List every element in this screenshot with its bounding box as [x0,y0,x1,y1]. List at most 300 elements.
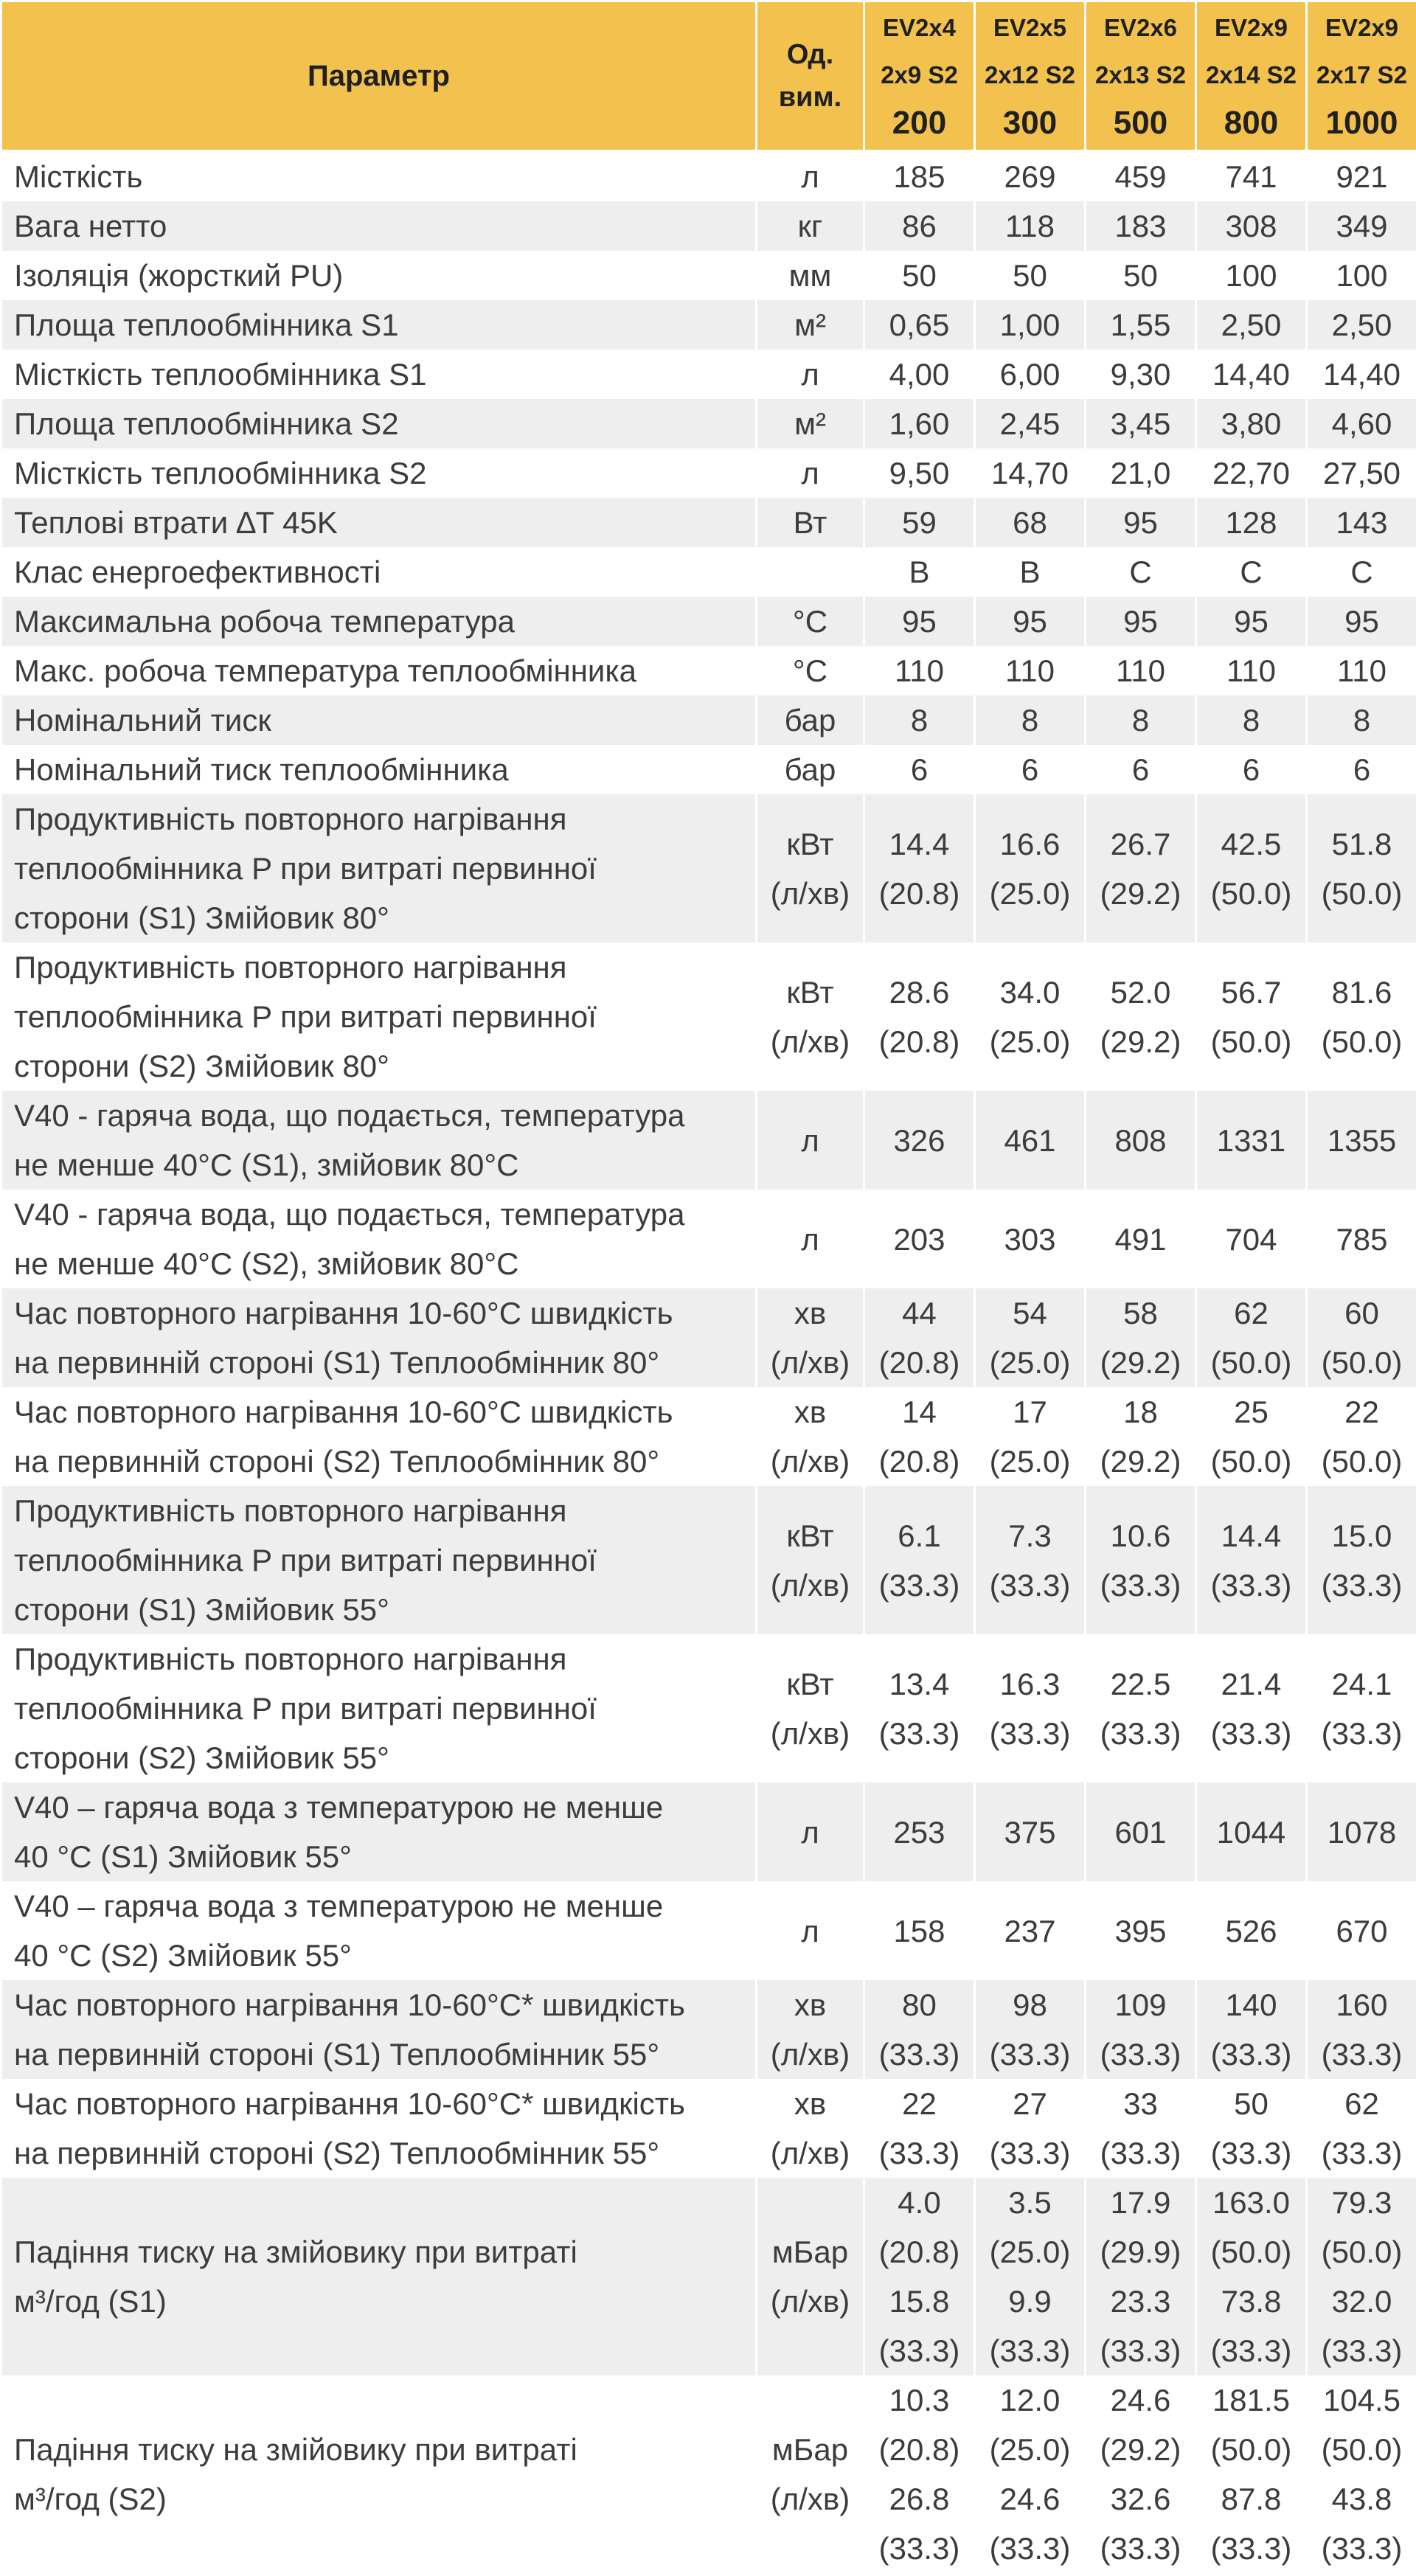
value-cell [1307,1881,1416,1980]
param-cell-line: Площа теплообмінника S2 [14,406,399,441]
value-cell-line: 14,70 [990,456,1069,490]
value-cell-line: 1,00 [999,308,1061,342]
param-cell-line: Продуктивність повторного нагрівання [14,1493,567,1528]
param-cell-line: теплообмінника P при витраті первинної [14,1691,597,1726]
value-cell-line: 68 [1013,505,1047,540]
value-cell [1196,151,1307,202]
unit-cell-line: кВт [786,974,834,1010]
value-cell [1196,695,1307,745]
value-cell [864,498,975,547]
model-coil: 2x13 S2 [1095,61,1186,88]
value-cell [1196,745,1307,794]
model-volume: 300 [1002,105,1058,141]
value-cell-line: 349 [1336,209,1388,243]
param-cell-line: Теплові втрати ∆T 45K [14,505,338,540]
header-model-4 [1196,1,1307,151]
table-row [1,547,1416,597]
value-cell-line: 8 [1242,703,1260,737]
value-cell [864,2375,975,2573]
table-row [1,1190,1416,1288]
value-cell [864,201,975,251]
value-cell [1307,251,1416,300]
value-cell-line: 6,00 [999,357,1061,392]
header-row [1,1,1416,151]
value-cell [864,1288,975,1387]
value-cell-line: (50.0) [1210,1345,1292,1380]
unit-cell [757,151,864,202]
value-cell [864,942,975,1091]
value-cell [1196,448,1307,498]
value-cell [1196,794,1307,942]
value-cell-line: 58 [1123,1296,1158,1330]
value-cell-line: (33.3) [989,2333,1071,2368]
value-cell [1307,1634,1416,1782]
table-row [1,1387,1416,1486]
value-cell [1086,350,1196,399]
value-cell [1307,547,1416,597]
value-cell-line: 459 [1114,159,1167,194]
value-cell-line: 95 [1123,604,1158,639]
unit-cell-line: м² [794,308,826,342]
value-cell [975,399,1086,448]
value-cell [975,695,1086,745]
value-cell [1307,151,1416,202]
param-cell [1,646,757,695]
param-cell [1,1288,757,1387]
value-cell [1196,399,1307,448]
value-cell-line: (33.3) [989,1715,1071,1751]
value-cell [1196,942,1307,1091]
value-cell [975,597,1086,646]
value-cell-line: 1,55 [1110,308,1171,342]
param-cell-line: теплообмінника P при витраті первинної [14,999,597,1034]
value-cell-line: 21,0 [1110,456,1171,490]
table-row [1,597,1416,646]
value-cell-line: 10.6 [1110,1518,1171,1553]
value-cell-line: (33.3) [989,2136,1071,2170]
value-cell-line: 13.4 [889,1666,950,1701]
param-cell-line: сторони (S1) Змійовик 55° [14,1592,389,1627]
value-cell [1086,251,1196,300]
value-cell-line: 95 [1013,604,1047,639]
value-cell-line: 110 [895,653,944,688]
unit-cell-line: л [801,1814,819,1850]
value-cell-line: 601 [1114,1814,1167,1850]
value-cell [975,350,1086,399]
model-volume: 1000 [1325,105,1398,141]
value-cell [1086,745,1196,794]
unit-cell-line: (л/хв) [770,1444,850,1479]
value-cell [1307,448,1416,498]
param-cell-line: Максимальна робоча температура [14,604,515,639]
param-cell-line: теплообмінника P при витраті первинної [14,851,597,886]
unit-cell-line: (л/хв) [770,1715,850,1751]
param-cell-line: V40 – гаряча вода з температурою не менше [14,1790,664,1825]
param-cell-line: Час повторного нагрівання 10-60°C швидкість [14,1296,673,1330]
value-cell [1307,300,1416,350]
value-cell-line: C [1350,555,1373,589]
value-cell-line: (50.0) [1210,1024,1292,1059]
table-row [1,300,1416,350]
model-coil: 2x14 S2 [1206,61,1297,88]
value-cell [1196,201,1307,251]
value-cell [1086,300,1196,350]
value-cell-line: (50.0) [1321,875,1403,911]
param-cell [1,1782,757,1881]
value-cell-line: 23.3 [1110,2284,1171,2319]
unit-cell [757,597,864,646]
value-cell-line: (50.0) [1210,1444,1292,1479]
value-cell-line: (29.2) [1100,1024,1181,1059]
unit-cell [757,1091,864,1190]
value-cell [975,1288,1086,1387]
value-cell-line: (50.0) [1210,875,1292,911]
unit-cell-line: хв [794,1395,827,1429]
table-row [1,448,1416,498]
param-cell-line: м³/год (S2) [14,2482,167,2516]
value-cell-line: 80 [902,1987,937,2022]
unit-cell-line: хв [794,1296,827,1330]
header-model-1 [864,1,975,151]
value-cell [975,251,1086,300]
param-cell [1,350,757,399]
value-cell [1196,1782,1307,1881]
value-cell-line: 8 [1021,703,1039,737]
value-cell-line: 3,45 [1110,406,1171,441]
table-row [1,399,1416,448]
value-cell-line: 6 [1131,752,1150,787]
value-cell [1086,151,1196,202]
value-cell-line: (33.3) [1321,2136,1403,2170]
value-cell-line: 22.5 [1110,1666,1171,1701]
value-cell-line: 1,60 [889,406,950,441]
value-cell-line: 203 [893,1221,945,1257]
value-cell-line: (33.3) [1321,2531,1403,2566]
value-cell-line: 183 [1114,209,1167,243]
param-cell [1,1190,757,1288]
param-cell-line: 40 °C (S2) Змійовик 55° [14,1938,352,1973]
value-cell-line: 526 [1225,1913,1277,1948]
value-cell-line: 4,00 [889,357,950,392]
value-cell-line: 269 [1004,159,1056,194]
value-cell [975,2079,1086,2178]
param-cell [1,1091,757,1190]
value-cell [1196,1288,1307,1387]
param-cell-line: сторони (S2) Змійовик 80° [14,1049,389,1083]
value-cell [1196,1881,1307,1980]
param-cell-line: на первинній стороні (S1) Теплообмінник 55° [14,2037,660,2072]
value-cell-line: 28.6 [889,974,950,1010]
param-cell-line: на первинній стороні (S2) Теплообмінник 80° [14,1444,660,1479]
value-cell-line: 4.0 [898,2185,941,2220]
value-cell-line: 16.3 [999,1666,1061,1701]
value-cell [1196,350,1307,399]
param-cell [1,695,757,745]
value-cell [1307,695,1416,745]
value-cell [864,2178,975,2375]
value-cell-line: 43.8 [1331,2482,1392,2516]
value-cell-line: 181.5 [1212,2383,1291,2417]
value-cell-line: 100 [1336,258,1388,293]
value-cell-line: B [1019,555,1041,589]
unit-cell [757,1387,864,1486]
table-row [1,498,1416,547]
value-cell [975,1190,1086,1288]
value-cell [1196,2178,1307,2375]
value-cell-line: 16.6 [999,826,1061,861]
value-cell [1086,1486,1196,1634]
value-cell [975,1634,1086,1782]
param-cell [1,448,757,498]
value-cell [1307,498,1416,547]
value-cell [975,745,1086,794]
value-cell [1307,399,1416,448]
value-cell-line: 670 [1336,1913,1388,1948]
param-cell-line: Продуктивність повторного нагрівання [14,802,567,836]
table-body [1,151,1416,2574]
value-cell [864,300,975,350]
unit-cell [757,547,864,597]
value-cell-line: 395 [1114,1913,1167,1948]
value-cell-line: (50.0) [1321,1345,1403,1380]
unit-cell-line: бар [784,752,836,787]
value-cell [975,201,1086,251]
value-cell-line: 98 [1013,1987,1047,2022]
table-row [1,251,1416,300]
param-cell-line: Площа теплообмінника S1 [14,308,399,342]
value-cell [1196,251,1307,300]
unit-cell-line: л [801,159,819,194]
value-cell-line: 1044 [1216,1814,1286,1850]
value-cell-line: 22 [902,2086,937,2121]
table-row [1,745,1416,794]
param-cell [1,1486,757,1634]
header-parameter: Параметр [1,1,757,151]
param-cell [1,201,757,251]
param-cell-line: на первинній стороні (S1) Теплообмінник 80° [14,1345,660,1380]
table-row [1,1980,1416,2079]
value-cell-line: 21.4 [1221,1666,1282,1701]
value-cell [1307,1091,1416,1190]
value-cell [864,646,975,695]
unit-cell [757,1980,864,2079]
value-cell-line: 110 [1116,653,1165,688]
param-cell-line: теплообмінника P при витраті первинної [14,1543,597,1577]
value-cell [975,942,1086,1091]
param-cell [1,2079,757,2178]
value-cell [1196,2375,1307,2573]
unit-cell-line: (л/хв) [770,1567,850,1603]
value-cell-line: 6 [1353,752,1371,787]
header-model-3 [1086,1,1196,151]
value-cell-line: 6 [1021,752,1039,787]
value-cell-line: 17.9 [1110,2185,1171,2220]
value-cell-line: 95 [1123,505,1158,540]
value-cell-line: 8 [1131,703,1150,737]
value-cell-line: (50.0) [1321,1444,1403,1479]
value-cell-line: 6 [1242,752,1260,787]
value-cell-line: 10.3 [889,2383,950,2417]
value-cell-line: 158 [893,1913,945,1948]
value-cell-line: C [1240,555,1263,589]
unit-cell-line: (л/хв) [770,875,850,911]
param-cell [1,251,757,300]
value-cell-line: 128 [1225,505,1277,540]
value-cell [864,350,975,399]
value-cell-line: (33.3) [878,1715,960,1751]
value-cell-line: (20.8) [878,875,960,911]
value-cell-line: 95 [1344,604,1379,639]
value-cell-line: (33.3) [878,1567,960,1603]
value-cell [1196,547,1307,597]
value-cell [1307,1486,1416,1634]
value-cell-line: 87.8 [1221,2482,1282,2516]
unit-cell-line: хв [794,2086,827,2121]
unit-cell [757,2375,864,2573]
value-cell [864,1881,975,1980]
value-cell-line: 14,40 [1212,357,1291,392]
value-cell [975,2375,1086,2573]
value-cell-line: (29.9) [1100,2235,1181,2269]
value-cell [1196,1980,1307,2079]
value-cell-line: 4,60 [1331,406,1392,441]
table-row [1,1881,1416,1980]
value-cell-line: 253 [893,1814,945,1850]
value-cell [1196,1387,1307,1486]
value-cell-line: 921 [1336,159,1388,194]
table-row [1,1634,1416,1782]
table-row [1,201,1416,251]
param-cell [1,745,757,794]
value-cell [864,1387,975,1486]
model-coil: 2x17 S2 [1316,61,1407,88]
value-cell-line: 34.0 [999,974,1061,1010]
value-cell [1086,597,1196,646]
unit-cell [757,448,864,498]
table-row [1,1091,1416,1190]
value-cell [1086,2178,1196,2375]
value-cell-line: (33.3) [1210,1567,1292,1603]
value-cell-line: (33.3) [1100,2037,1181,2072]
value-cell-line: (50.0) [1321,2432,1403,2467]
param-cell-line: Продуктивність повторного нагрівання [14,950,567,985]
unit-cell-line: л [801,456,819,490]
unit-cell [757,2178,864,2375]
value-cell [1196,597,1307,646]
value-cell-line: 14,40 [1322,357,1401,392]
value-cell [1086,1980,1196,2079]
value-cell [975,1486,1086,1634]
value-cell-line: 17 [1013,1395,1047,1429]
param-cell-line: Падіння тиску на змійовику при витраті [14,2235,577,2269]
unit-cell [757,498,864,547]
value-cell-line: 0,65 [889,308,950,342]
value-cell-line: (50.0) [1321,2235,1403,2269]
param-cell [1,1881,757,1980]
value-cell-line: 14 [902,1395,937,1429]
param-cell [1,1634,757,1782]
model-series: EV2x5 [993,14,1067,41]
param-cell-line: Продуктивність повторного нагрівання [14,1642,567,1676]
model-coil: 2x12 S2 [985,61,1075,88]
value-cell-line: 24.6 [999,2482,1061,2516]
value-cell-line: (29.2) [1100,2432,1181,2467]
header-unit-line: вим. [778,82,842,113]
value-cell-line: 15.8 [889,2284,950,2319]
value-cell-line: (33.3) [878,2333,960,2368]
model-volume: 500 [1113,105,1168,141]
unit-cell-line: °C [792,653,828,688]
value-cell [975,547,1086,597]
value-cell [1086,1288,1196,1387]
value-cell-line: (50.0) [1210,2235,1292,2269]
unit-cell-line: л [801,1221,819,1257]
table-row [1,2079,1416,2178]
value-cell [1086,794,1196,942]
value-cell [864,1634,975,1782]
value-cell [975,794,1086,942]
unit-cell [757,1634,864,1782]
value-cell [1307,745,1416,794]
value-cell-line: 6 [910,752,929,787]
table-row [1,646,1416,695]
table-header [1,1,1416,151]
value-cell-line: 9.9 [1008,2284,1052,2319]
value-cell-line: 22,70 [1212,456,1291,490]
value-cell [1196,498,1307,547]
unit-cell [757,745,864,794]
param-cell [1,151,757,202]
table-row [1,2375,1416,2573]
param-cell-line: не менше 40°C (S2), змійовик 80°C [14,1246,519,1281]
value-cell-line: (29.2) [1100,1345,1181,1380]
param-cell-line: Місткість теплообмінника S1 [14,357,427,392]
value-cell-line: (25.0) [989,875,1071,911]
value-cell-line: (20.8) [878,2432,960,2467]
value-cell-line: 704 [1225,1221,1277,1257]
unit-cell [757,1486,864,1634]
value-cell [1086,1782,1196,1881]
param-cell-line: Час повторного нагрівання 10-60°C* швидкість [14,2086,685,2121]
param-cell-line: Вага нетто [14,209,167,243]
unit-cell-line: (л/хв) [770,1345,850,1380]
value-cell [1086,942,1196,1091]
value-cell-line: 785 [1336,1221,1388,1257]
value-cell-line: 185 [893,159,945,194]
value-cell-line: 109 [1114,1987,1167,2022]
value-cell-line: 9,30 [1110,357,1171,392]
value-cell [1196,1091,1307,1190]
value-cell [1307,1288,1416,1387]
unit-cell-line: хв [794,1987,827,2022]
value-cell [1086,498,1196,547]
value-cell-line: C [1129,555,1152,589]
value-cell [1307,2079,1416,2178]
value-cell [1086,2079,1196,2178]
value-cell [1086,547,1196,597]
unit-cell [757,794,864,942]
unit-cell-line: Вт [793,505,827,540]
table-row [1,942,1416,1091]
value-cell [864,2079,975,2178]
value-cell-line: B [909,555,930,589]
value-cell [1086,1190,1196,1288]
unit-cell [757,1782,864,1881]
value-cell-line: 9,50 [889,456,950,490]
value-cell-line: 95 [902,604,937,639]
value-cell-line: (20.8) [878,2235,960,2269]
table-row [1,1782,1416,1881]
